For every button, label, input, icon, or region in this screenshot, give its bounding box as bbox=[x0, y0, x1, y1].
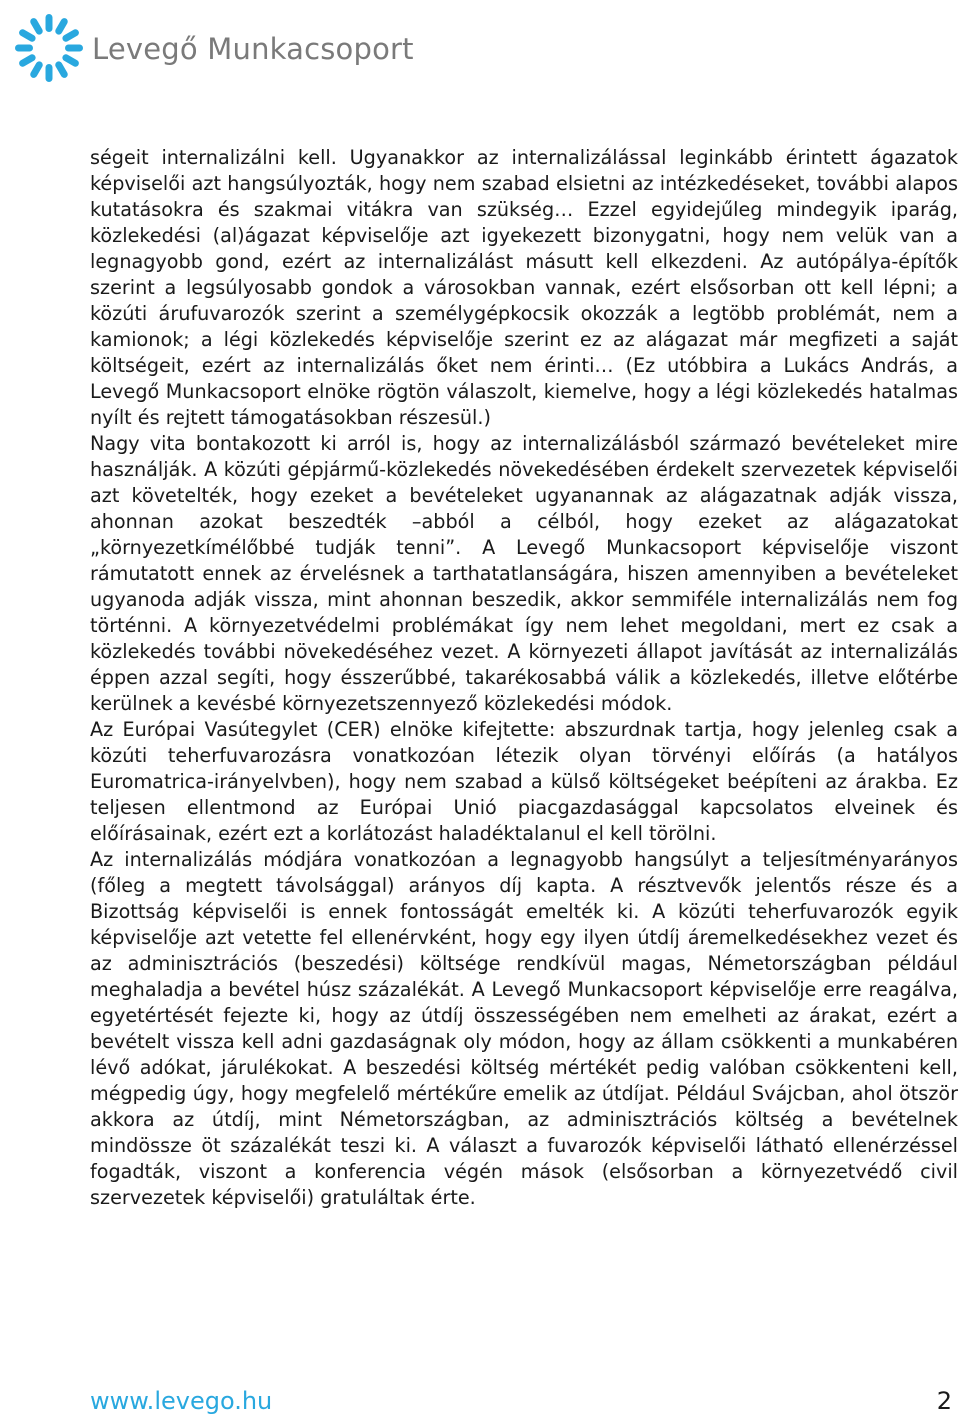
header-logo bbox=[10, 8, 414, 88]
page-number: 2 bbox=[936, 1387, 952, 1415]
paragraph-2: Nagy vita bontakozott ki arról is, hogy az internalizálásból származó bevételeket mire használják. A közúti gépjármű-közlekedés növekedésében érdekelt szervezetek képviselői azt követelték, hogy ezeket a bevételeket ugyanannak az alágazatnak adják vissza, ahonnan azokat beszedték –abból a célból, hogy ezeket az alágazatokat „környezetkímélőbbé tudják tenni”. A Levegő Munkacsoport képviselője viszont rámutatott ennek az érvelésnek a tarthatatlanságára, hiszen amennyiben a bevételeket ugyanoda adják vissza, mint ahonnan beszedik, akkor semmiféle internalizálás nem fog történni. A környezetvédelmi problémákat így nem lehet megoldani, mert ez csak a közlekedés további növekedéséhez vezet. A környezeti állapot javítását az internalizálás éppen azzal segíti, hogy ésszerűbbé, takarékosabbá válik a közlekedés, illetve előtérbe kerülnek a kevésbé környezetszennyező közlekedési módok. bbox=[90, 432, 958, 715]
paragraph-4: Az internalizálás módjára vonatkozóan a legnagyobb hangsúlyt a teljesítményarányos (főleg a megtett távolsággal) arányos díj kapta. A résztvevők jelentős része és a Bizottság képviselői is ennek fontosságát emelték ki. A közúti teherfuvarozók egyik képviselője azt vetette fel ellenérvként, hogy egy ilyen útdíj áremelkedésekhez vezet és az adminisztrációs (beszedési) költsége rendkívül magas, Németországban például meghaladja a bevétel húsz százalékát. A Levegő Munkacsoport képviselője erre reagálva, egyetértését fejezte ki, hogy az útdíj összességében nem emelheti az árakat, ezért a bevételt vissza kell adni gazdaságnak oly módon, hogy az állam csökkenti a munkabéren lévő adókat, járulékokat. A beszedési költség mértékét pedig valóban csökkenteni kell, mégpedig úgy, hogy megfelelő mértékűre emelik az útdíjat. Például Svájcban, ahol ötször akkora az útdíj, mint Németországban, az adminisztrációs költség a bevételnek mindössze öt százalékát teszi ki. A választ a fuvarozók képviselői látható ellenérzéssel fogadták, viszont a konferencia végén mások (elsősorban a környezetvédő civil szervezetek képviselői) gratuláltak érte. bbox=[90, 848, 958, 1209]
article-body bbox=[90, 145, 958, 1211]
website-link[interactable]: www.levego.hu bbox=[90, 1387, 273, 1415]
paragraph-3: Az Európai Vasútegylet (CER) elnöke kifejtette: abszurdnak tartja, hogy jelenleg csak a közúti teherfuvarozásra vonatkozóan létezik olyan törvényi előírás (a hatályos Euromatrica-irányelvben), hogy nem szabad a külső költségeket beépíteni az árakba. Ez teljesen ellentmond az Európai Unió piacgazdasággal kapcsolatos elveinek és előírásainak, ezért ezt a korlátozást haladéktalanul el kell törölni. bbox=[90, 718, 958, 845]
starburst-logo-icon bbox=[10, 9, 88, 87]
paragraph-1: ségeit internalizálni kell. Ugyanakkor az internalizálással leginkább érintett ágazatok képviselői azt hangsúlyozták, hogy nem szabad elsietni az intézkedéseket, további alapos kutatásokra és szakmai vitákra van szükség… Ezzel egyidejűleg mindegyik iparág, közlekedési (al)ágazat képviselője azt igyekezett bizonygatni, hogy nem velük van a legnagyobb gond, ezért az internalizálást másutt kell elkezdeni. Az autópálya-építők szerint a legsúlyosabb gondok a városokban vannak, ezért elsősorban ott kell lépni; a közúti árufuvarozók szerint a személygépkocsik okozzák a legtöbb problémát, nem a kamionok; a légi közlekedés képviselője szerint ez az alágazat már megfizeti a saját költségeit, ezért az internalizálás őket nem érinti… (Ez utóbbira a Lukács András, a Levegő Munkacsoport elnöke rögtön válaszolt, kiemelve, hogy a légi közlekedés hatalmas nyílt és rejtett támogatásokban részesül.) bbox=[90, 146, 958, 429]
logo-text: Levegő Munkacsoport bbox=[92, 32, 414, 66]
